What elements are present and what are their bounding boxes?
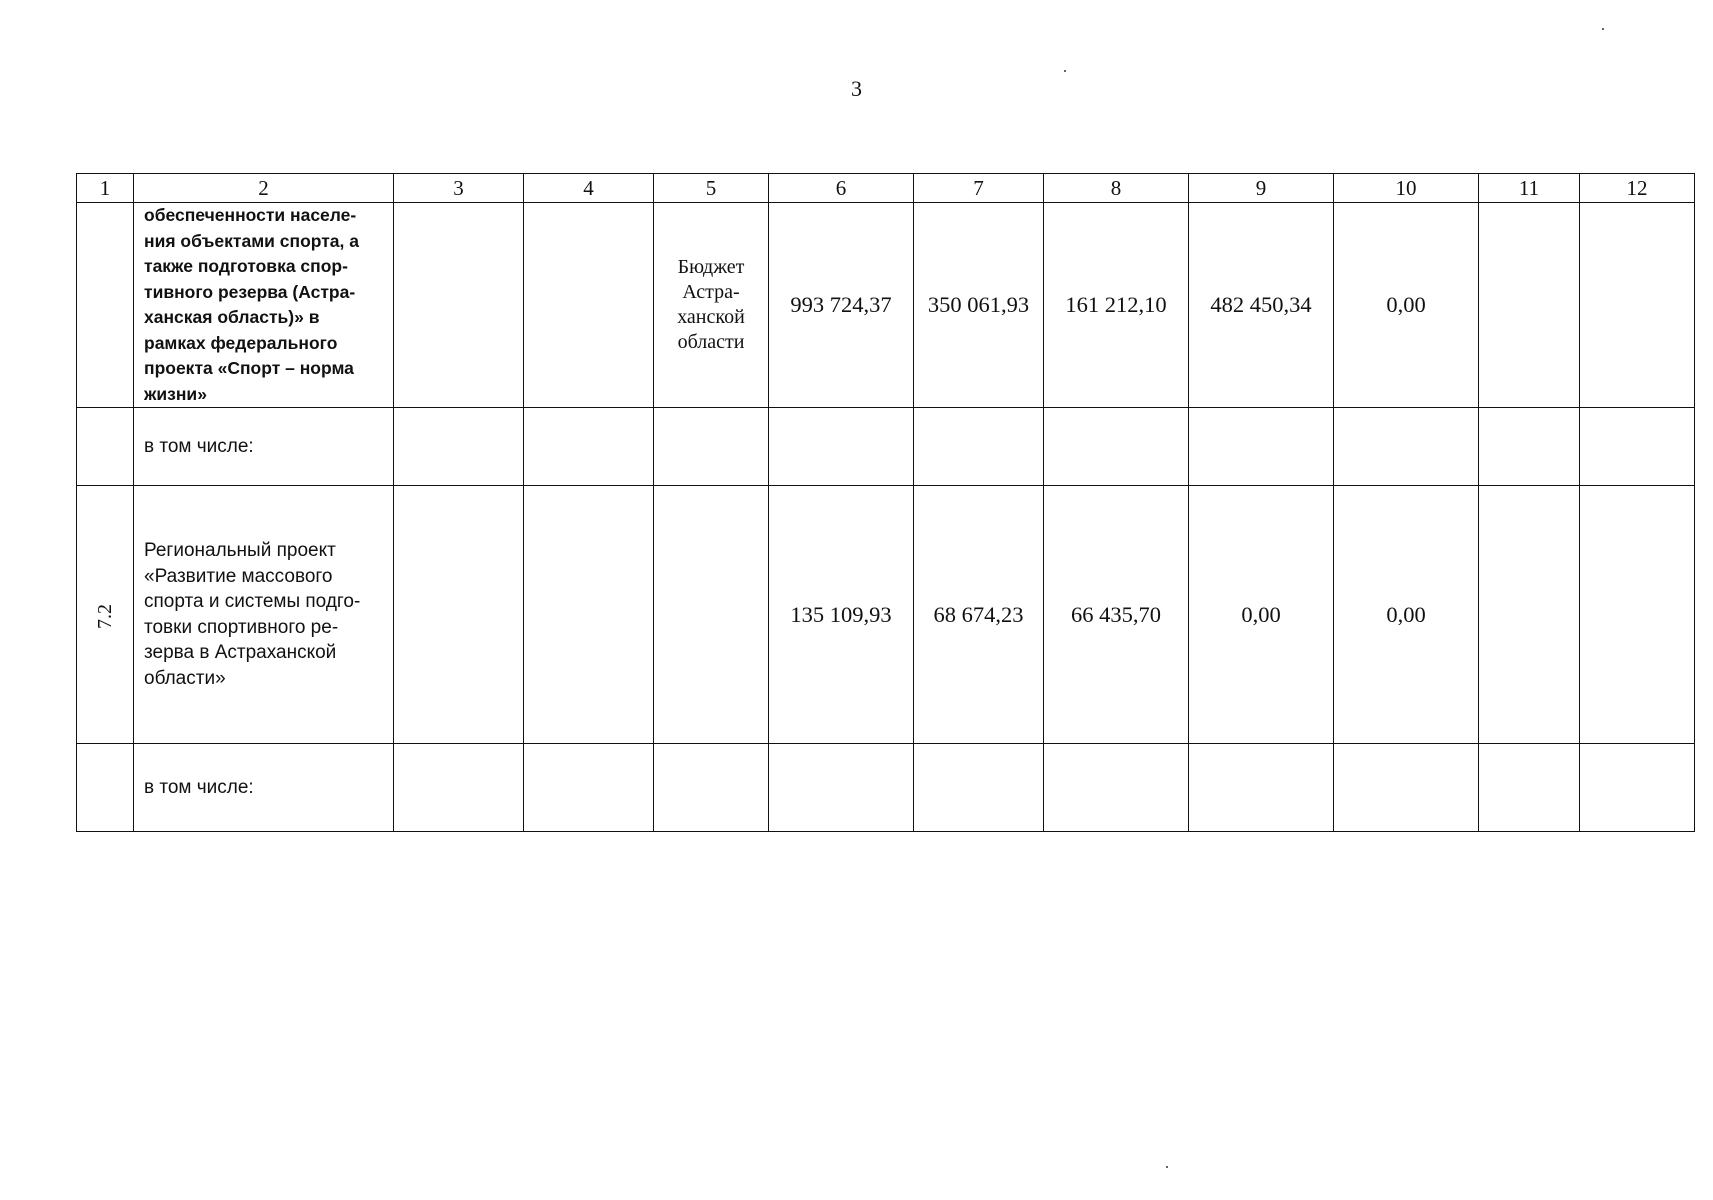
data-cell xyxy=(394,408,524,486)
data-cell xyxy=(1189,744,1334,832)
data-cell xyxy=(1580,744,1695,832)
data-cell xyxy=(914,408,1044,486)
description-cell xyxy=(134,486,394,744)
data-cell xyxy=(1580,408,1695,486)
amount-cell: 0,00 xyxy=(1334,486,1479,744)
budget-table xyxy=(76,173,1695,832)
column-header: 10 xyxy=(1334,174,1479,203)
data-cell xyxy=(1580,203,1695,408)
data-cell xyxy=(524,203,654,408)
description-cell: в том числе: xyxy=(134,408,394,486)
amount-cell: 66 435,70 xyxy=(1044,486,1189,744)
column-header: 1 xyxy=(77,174,134,203)
data-cell xyxy=(1479,203,1580,408)
description-text: Региональный проект «Развитие массового спорта и системы подго- товки спортивного ре- зерва в Астраханской области» xyxy=(144,540,361,689)
amount-cell: 0,00 xyxy=(1189,486,1334,744)
scan-speck xyxy=(1064,70,1066,72)
amount-cell: 135 109,93 xyxy=(769,486,914,744)
data-cell xyxy=(769,744,914,832)
column-number-row xyxy=(77,174,1695,203)
page-number: 3 xyxy=(851,76,862,101)
table-row xyxy=(77,408,1695,486)
data-cell xyxy=(1044,744,1189,832)
row-index-text: 7.2 xyxy=(93,603,116,629)
amount-cell: 0,00 xyxy=(1334,203,1479,408)
data-cell xyxy=(654,486,769,744)
amount-cell: 482 450,34 xyxy=(1189,203,1334,408)
amount-cell: 993 724,37 xyxy=(769,203,914,408)
description-cell: в том числе: xyxy=(134,744,394,832)
row-index-cell xyxy=(77,486,134,744)
column-header: 7 xyxy=(914,174,1044,203)
column-header: 9 xyxy=(1189,174,1334,203)
column-header: 3 xyxy=(394,174,524,203)
row-index-cell xyxy=(77,408,134,486)
data-cell xyxy=(1479,486,1580,744)
data-cell xyxy=(1334,744,1479,832)
data-cell xyxy=(1479,408,1580,486)
scan-speck xyxy=(1602,28,1604,30)
column-header: 5 xyxy=(654,174,769,203)
funding-source-text: Бюджет Астра- ханской области xyxy=(677,256,745,353)
table-row xyxy=(77,203,1695,408)
data-cell xyxy=(1479,744,1580,832)
table-row xyxy=(77,744,1695,832)
data-cell xyxy=(1189,408,1334,486)
data-cell xyxy=(1580,486,1695,744)
data-cell xyxy=(524,744,654,832)
column-header: 8 xyxy=(1044,174,1189,203)
row-index-cell xyxy=(77,744,134,832)
amount-cell: 68 674,23 xyxy=(914,486,1044,744)
data-cell xyxy=(654,408,769,486)
description-text: обеспеченности населе- ния объектами спорта, а также подготовка спор- тивного резерва (Астра- ханская область)» в рамках федерального проекта «Спорт – норма жизни» xyxy=(144,205,359,404)
data-cell xyxy=(394,486,524,744)
row-index-cell xyxy=(77,203,134,408)
data-cell xyxy=(394,203,524,408)
column-header: 2 xyxy=(134,174,394,203)
table-row xyxy=(77,486,1695,744)
amount-cell: 350 061,93 xyxy=(914,203,1044,408)
data-cell xyxy=(394,744,524,832)
data-cell xyxy=(524,408,654,486)
data-cell xyxy=(524,486,654,744)
funding-source-cell xyxy=(654,203,769,408)
column-header: 12 xyxy=(1580,174,1695,203)
data-cell xyxy=(914,744,1044,832)
description-cell xyxy=(134,203,394,408)
column-header: 11 xyxy=(1479,174,1580,203)
column-header: 6 xyxy=(769,174,914,203)
data-cell xyxy=(1044,408,1189,486)
amount-cell: 161 212,10 xyxy=(1044,203,1189,408)
column-header: 4 xyxy=(524,174,654,203)
data-cell xyxy=(769,408,914,486)
data-cell xyxy=(654,744,769,832)
data-cell xyxy=(1334,408,1479,486)
scan-speck xyxy=(1166,1166,1168,1168)
